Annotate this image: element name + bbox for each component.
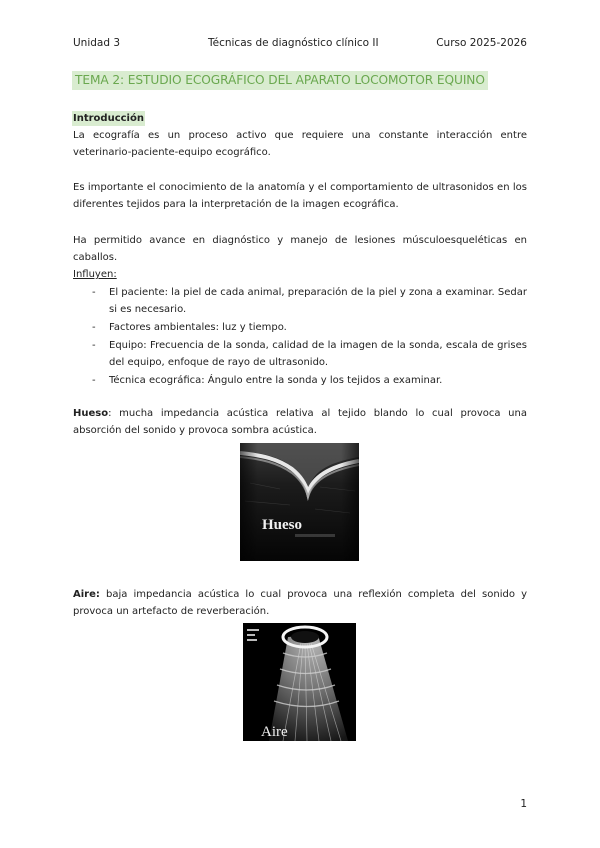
intro-paragraph-1: La ecografía es un proceso activo que requiere una constante interacción entre veterinario-paciente-equipo ecográfico. xyxy=(73,130,527,158)
header-year: Curso 2025-2026 xyxy=(436,37,527,49)
bone-ultrasound-graphic xyxy=(240,443,359,561)
influyen-label: Influyen: xyxy=(73,269,117,280)
list-item: - Técnica ecográfica: Ángulo entre la sonda y los tejidos a examinar. xyxy=(92,372,527,389)
list-item: - Equipo: Frecuencia de la sonda, calidad de la imagen de la sonda, escala de grises del equipo, enfoque de rayo de ultrasonido. xyxy=(92,337,527,371)
page-title: TEMA 2: ESTUDIO ECOGRÁFICO DEL APARATO LOCOMOTOR EQUINO xyxy=(72,71,488,90)
list-item: - Factores ambientales: luz y tiempo. xyxy=(92,319,527,336)
list-dash: - xyxy=(92,287,96,298)
aire-term: Aire: xyxy=(73,589,100,600)
influyen-list xyxy=(92,284,527,390)
air-ultrasound-graphic xyxy=(243,623,356,741)
list-dash: - xyxy=(92,375,96,386)
ultrasound-image-air xyxy=(243,623,356,741)
aire-paragraph: Aire: baja impedancia acústica lo cual provoca una reflexión completa del sonido y provoca un artefacto de reverberación. xyxy=(73,589,527,617)
list-item: - El paciente: la piel de cada animal, preparación de la piel y zona a examinar. Sedar si es necesario. xyxy=(92,284,527,318)
header-course-title: Técnicas de diagnóstico clínico II xyxy=(208,37,379,49)
page-number: 1 xyxy=(520,798,527,810)
intro-paragraph-3: Ha permitido avance en diagnóstico y manejo de lesiones músculoesqueléticas en caballos. xyxy=(73,235,527,263)
header-unit: Unidad 3 xyxy=(73,37,121,49)
hueso-term: Hueso xyxy=(73,408,109,419)
ultrasound-image-bone xyxy=(240,443,359,561)
air-image-label: Aire xyxy=(261,724,288,740)
list-dash: - xyxy=(92,322,96,333)
intro-heading: Introducción xyxy=(73,113,144,124)
bone-image-label: Hueso xyxy=(262,517,303,533)
intro-paragraph-2: Es importante el conocimiento de la anatomía y el comportamiento de ultrasonidos en los diferentes tejidos para la interpretación de la imagen ecográfica. xyxy=(73,182,527,210)
hueso-paragraph: Hueso: mucha impedancia acústica relativa al tejido blando lo cual provoca una absorción del sonido y provoca sombra acústica. xyxy=(73,408,527,436)
list-dash: - xyxy=(92,340,96,351)
